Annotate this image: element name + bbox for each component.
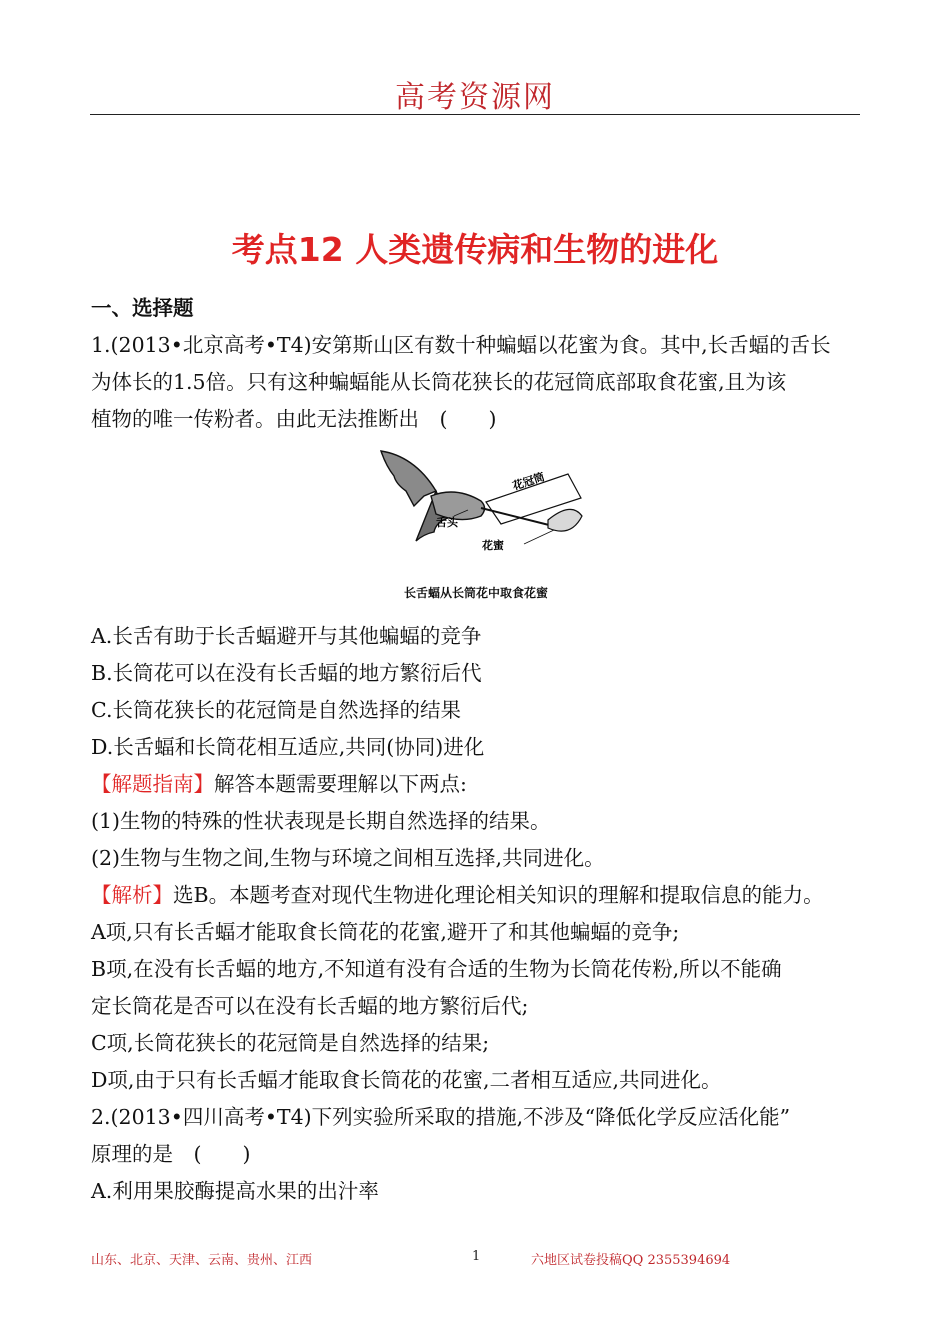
page-title: 考点12 人类遗传病和生物的进化 [231, 230, 719, 269]
bat-flower-figure [91, 438, 861, 618]
q1-stem-line: 为体长的1.5倍。只有这种蝙蝠能从长筒花狭长的花冠筒底部取食花蜜,且为该 [91, 370, 787, 394]
analysis-detail: 定长筒花是否可以在没有长舌蝠的地方繁衍后代; [91, 994, 529, 1018]
flower-calyx [548, 509, 582, 531]
analysis-detail: A项,只有长舌蝠才能取食长筒花的花蜜,避开了和其他蝙蝠的竞争; [91, 920, 680, 944]
site-brand: 高考资源网 [395, 80, 555, 115]
analysis-line [91, 877, 861, 914]
bat-illustration [376, 446, 586, 586]
analysis-text: 选B。本题考查对现代生物进化理论相关知识的理解和提取信息的能力。 [173, 883, 824, 907]
q1-option-b: B.长筒花可以在没有长舌蝠的地方繁衍后代 [91, 661, 482, 685]
guide-text: 解答本题需要理解以下两点: [214, 772, 467, 796]
bat-wing-upper [381, 451, 436, 506]
q1-stem-line: 植物的唯一传粉者。由此无法推断出 ( ) [91, 407, 497, 431]
guide-point: (1)生物的特殊的性状表现是长期自然选择的结果。 [91, 809, 551, 833]
analysis-detail: D项,由于只有长舌蝠才能取食长筒花的花蜜,二者相互适应,共同进化。 [91, 1068, 722, 1092]
q1-option-d: D.长舌蝠和长筒花相互适应,共同(协同)进化 [91, 735, 485, 759]
q1-stem-line: 1.(2013•北京高考•T4)安第斯山区有数十种蝙蝠以花蜜为食。其中,长舌蝠的舌长 [91, 333, 831, 357]
section-heading: 一、选择题 [91, 296, 194, 320]
header-divider [90, 114, 860, 115]
footer-contact: 六地区试卷投稿QQ 2355394694 [531, 1253, 731, 1268]
label-corolla-tube: 花冠筒 [510, 470, 547, 493]
q2-option-a: A.利用果胶酶提高水果的出汁率 [91, 1179, 379, 1203]
label-tongue: 舌头 [436, 516, 458, 529]
figure-caption: 长舌蝠从长筒花中取食花蜜 [403, 586, 548, 600]
label-nectar: 花蜜 [482, 539, 504, 552]
q1-option-c: C.长筒花狭长的花冠筒是自然选择的结果 [91, 698, 461, 722]
analysis-detail: C项,长筒花狭长的花冠筒是自然选择的结果; [91, 1031, 490, 1055]
analysis-tag: 【解析】 [91, 883, 173, 907]
q1-option-a: A.长舌有助于长舌蝠避开与其他蝙蝠的竞争 [91, 624, 482, 648]
guide-point: (2)生物与生物之间,生物与环境之间相互选择,共同进化。 [91, 846, 605, 870]
q2-stem-line: 2.(2013•四川高考•T4)下列实验所采取的措施,不涉及“降低化学反应活化能” [91, 1105, 791, 1129]
nectar-pointer [524, 530, 554, 544]
footer-regions: 山东、北京、天津、云南、贵州、江西 [91, 1253, 313, 1268]
guide-tag: 【解题指南】 [91, 772, 214, 796]
document-body [91, 290, 861, 1210]
analysis-detail: B项,在没有长舌蝠的地方,不知道有没有合适的生物为长筒花传粉,所以不能确 [91, 957, 782, 981]
q2-stem-line: 原理的是 ( ) [91, 1142, 251, 1166]
guide-line [91, 766, 861, 803]
page-number: 1 [472, 1249, 481, 1264]
